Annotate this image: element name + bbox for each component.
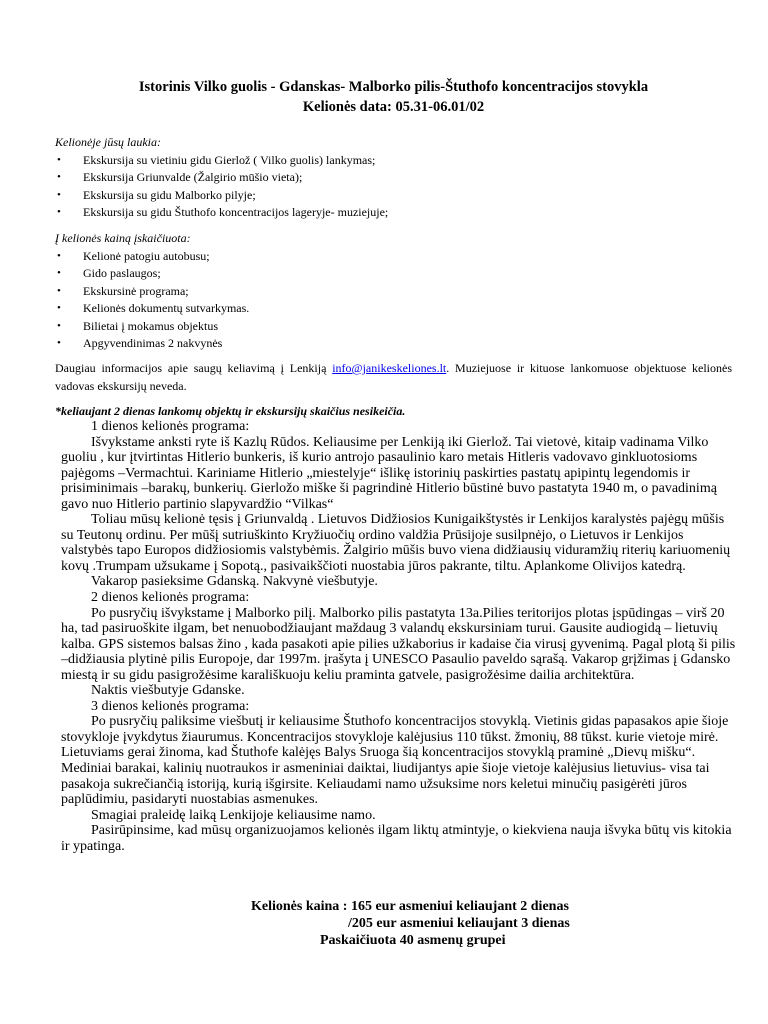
program-body bbox=[61, 419, 737, 854]
included-section bbox=[55, 230, 249, 353]
program-paragraph: Naktis viešbutyje Gdanske. bbox=[91, 683, 245, 699]
program-paragraph: Po pusryčių paliksime viešbutį ir keliausime Štuthofo koncentracijos stovyklą. Vietinis gidas papasakos apie šioje stovykloje įvykdytus žiaurumus. Koncentracijos stovykloje kalėjusius 110 tūkst. žmonių, 88 tūkst. kurie vietoje mirė. Lietuviams gerai žinoma, kad Štuthofe kalėjęs Balys Sruoga šią koncentracijos stovyklą praminė „Dievų mišku“. Mediniai barakai, kalinių nuotraukos ir asmeniniai daiktai, liudijantys apie šioje vietoje kalėjusius lietuvius- visa tai pasakoja sukrečiančią istoriją, kurią išgirsite. Keliaudami namo užsuksime nors keletui minučių pasigėrėti jūros paplūdimiu, pasidaryti nuostabias asmenukes. bbox=[61, 714, 729, 808]
list-item: • Ekskursija su gidu Štuthofo koncentracijos lageryje- muziejuje; bbox=[55, 204, 388, 222]
document-title bbox=[55, 77, 732, 117]
program-paragraph: Smagiai praleidę laiką Lenkijoje keliausime namo. bbox=[91, 807, 376, 823]
list-item: • Ekskursija Griunvalde (Žalgirio mūšio vieta); bbox=[55, 169, 388, 187]
price-line-1: Kelionės kaina : 165 eur asmeniui keliaujant 2 dienas bbox=[251, 899, 569, 914]
day-1-heading: 1 dienos kelionės programa: bbox=[91, 419, 250, 434]
day-2-heading: 2 dienos kelionės programa: bbox=[91, 590, 250, 606]
list-item: • Kelionės dokumentų sutvarkymas. bbox=[55, 300, 249, 318]
list-item: • Ekskursija su vietiniu gidu Gierlož ( Vilko guolis) lankymas; bbox=[55, 152, 388, 170]
list-item: • Apgyvendinimas 2 nakvynės bbox=[55, 335, 249, 353]
day-3-heading: 3 dienos kelionės programa: bbox=[91, 698, 250, 714]
price-line-2: /205 eur asmeniui keliaujant 3 dienas bbox=[348, 916, 570, 931]
program-paragraph: Po pusryčių išvykstame į Malborko pilį. Malborko pilis pastatyta 13a.Pilies teritorijos plotas įspūdingas – virš 20 ha, tad pasiruoškite ilgam, bet nenuobodžiaujant maždaug 3 valandų ekskursiniam turui. Gausite audiogidą – lietuvių kalba. GPS sistemos balsas žino , kada pasakoti apie pilies užkaborius ir kadaise čia virusį gyvenimą. Pagal plotą ši pilis –didžiausia plytinė pilis Europoje, dar 1997m. įrašyta į UNESCO Pasaulio paveldo sąrašą. Vakarop grįžimas į Gdansko miestą ir su gidu pasigrožėsime karališkuoju keliu praminta gatvele, pasigrožėsime dailia architektūra. bbox=[61, 605, 736, 683]
title-line-2: Kelionės data: 05.31-06.01/02 bbox=[302, 99, 485, 115]
info-text-before: Daugiau informacijos apie saugų keliavimą į Lenkiją bbox=[55, 361, 333, 375]
list-item: • Ekskursija su gidu Malborko pilyje; bbox=[55, 187, 388, 205]
included-heading: Į kelionės kainą įskaičiuota: bbox=[55, 231, 191, 245]
expect-heading: Kelionėje jūsų laukia: bbox=[55, 135, 161, 149]
info-text-after: . Muziejuose ir kituose lankomuose objektuose kelionės vadovas ekskursijų neveda. bbox=[55, 361, 732, 393]
program-paragraph: Išvykstame anksti ryte iš Kazlų Rūdos. Keliausime per Lenkiją iki Gierlož. Tai vietovė, kitaip vadinama Vilko guoliu , kur įtvirtintas Hitlerio bunkeris, iš kurio antrojo pasaulinio karo metais Hitleris vadovavo ginkluotosioms pajėgoms –Vermachtui. Kariniame Hitlerio „miestelyje“ išlikę istorinių paskirties pastatų apipintų legendomis ir prisiminimais –barakų, bunkerių. Gierložo miške ši pagrindinė Hitlerio būstinė buvo pastatyta 1940 m, o pavadinimą gavo nuo Hitlerio partinio slapyvardžio “Vilkas“ bbox=[61, 434, 717, 512]
info-paragraph bbox=[55, 360, 732, 395]
program-paragraph: Toliau mūsų kelionė tęsis į Griunvaldą . Lietuvos Didžiosios Kunigaikštystės ir Lenkijos karalystės pajėgų mūšis su Teutonų ordinu. Per mūšį sutriuškinto Kryžiuočių ordino valdžia Prūsijoje susilpnėjo, o Lietuvos ir Lenkijos valstybės tapo Europos didžiosiomis valstybėmis. Žalgirio mūšis buvo viena didžiausių viduramžių riterių kariuomenių kovų .Trumpam užsukame į Sopotą., pasivaikščioti nuostabia jūros pakrante, tiltu. Aplankome Olivijos katedrą. bbox=[61, 512, 731, 574]
expect-list bbox=[55, 152, 388, 222]
list-item: • Ekskursinė programa; bbox=[55, 283, 249, 301]
email-link[interactable]: info@janikeskeliones.lt bbox=[332, 361, 447, 375]
program-paragraph: Pasirūpinsime, kad mūsų organizuojamos kelionės ilgam liktų atmintyje, o kiekviena nauja išvyka būtų vis kitokia ir ypatinga. bbox=[61, 823, 732, 854]
list-item: • Kelionė patogiu autobusu; bbox=[55, 248, 249, 266]
list-item: • Gido paslaugos; bbox=[55, 265, 249, 283]
note-text: *keliaujant 2 dienas lankomų objektų ir ekskursijų skaičius nesikeičia. bbox=[55, 404, 406, 418]
included-list bbox=[55, 248, 249, 353]
price-line-3: Paskaičiuota 40 asmenų grupei bbox=[320, 933, 506, 948]
list-item: • Bilietai į mokamus objektus bbox=[55, 318, 249, 336]
program-paragraph: Vakarop pasieksime Gdanską. Nakvynė viešbutyje. bbox=[91, 574, 378, 590]
title-line-1: Istorinis Vilko guolis - Gdanskas- Malborko pilis-Štuthofo koncentracijos stovykla bbox=[138, 79, 649, 95]
expect-section bbox=[55, 134, 388, 222]
